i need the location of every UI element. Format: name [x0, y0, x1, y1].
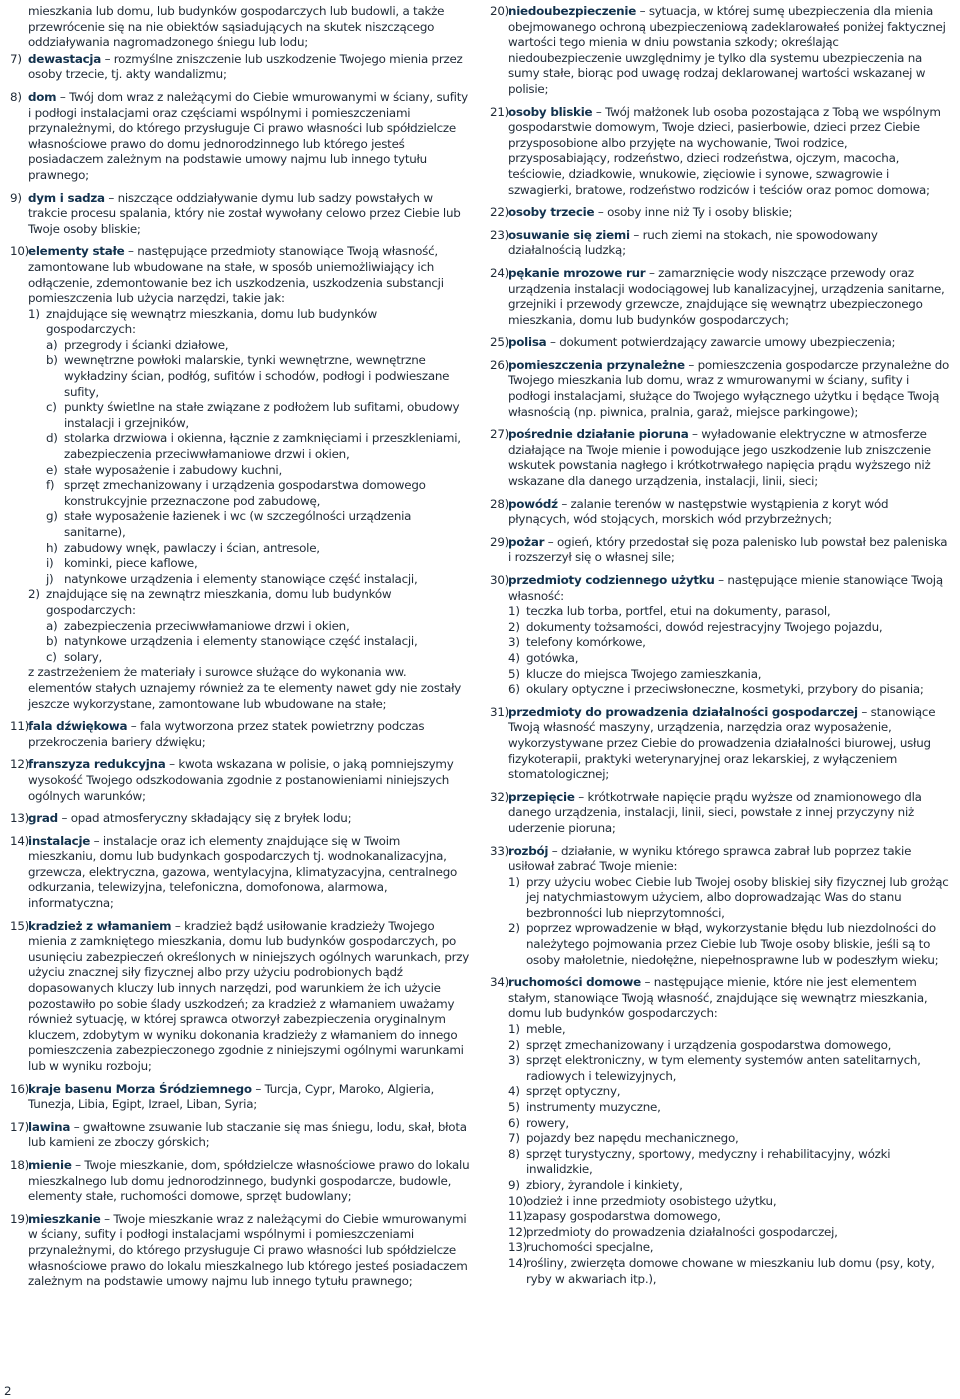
- sublist-text: zbiory, żyrandole i kinkiety,: [526, 1177, 683, 1192]
- letter-item: [46, 650, 470, 666]
- definition-item: [10, 1120, 470, 1151]
- sublist-number: 5): [508, 666, 520, 681]
- letter-item: [46, 509, 470, 540]
- item-number: 18): [10, 1157, 30, 1172]
- letter-text: solary,: [64, 649, 103, 664]
- definition-item: [10, 834, 470, 912]
- dash: –: [644, 975, 651, 990]
- definition-text: ruch ziemi na stokach, nie spowodowany działalnością ludzką;: [508, 227, 878, 258]
- letter-text: natynkowe urządzenia i elementy stanowiące część instalacji,: [64, 634, 418, 649]
- dash: –: [169, 757, 175, 772]
- definition-item: [10, 52, 470, 83]
- letter: c): [46, 649, 57, 664]
- item-number: 34): [490, 975, 510, 990]
- item-number: 12): [10, 757, 30, 772]
- sublist-text: instrumenty muzyczne,: [526, 1100, 661, 1114]
- item-number: 25): [490, 335, 510, 350]
- item-number: 33): [490, 843, 510, 858]
- sublist: [508, 875, 952, 969]
- letter: b): [46, 353, 58, 368]
- definition-text: niszczące oddziaływanie dymu lub sadzy powstałych w trakcie procesu spalania, który nie został wywołany celowo przez Ciebie lub Twoje osoby bliskie;: [28, 190, 461, 236]
- term: dom: [28, 89, 57, 104]
- sublist-item: [508, 667, 952, 683]
- sublist-item: [508, 682, 952, 698]
- term: powódź: [508, 496, 558, 511]
- definition-item-przedmioty-codziennego-uzytku: [490, 573, 952, 698]
- definition-text: rozmyślne zniszczenie lub uszkodzenie Twojego mienia przez osoby trzecie, tj. akty wandalizmu;: [28, 51, 463, 82]
- term: osoby trzecie: [508, 205, 595, 220]
- sublist-item: [508, 620, 952, 636]
- sublist-number: 13): [508, 1240, 528, 1255]
- dash: –: [547, 534, 554, 549]
- definition-text: Twój małżonek lub osoba pozostająca z Tobą we wspólnym gospodarstwie domowym, Twoje dzieci, pasierbowie, dzieci przez Ciebie przysposobione albo przyjęte na wychowanie, Twoi rodzice, przysposabiający, rodzeństwo, dzieci rodzeństwa, ojczym, macocha, teściowie, dziadkowie, wnukowie, zięciowie i synowe, szwagrowie i szwagierki, bratowe, rodzeństwo rodziców i teściów oraz pomoc domowa;: [508, 104, 941, 197]
- sublist-item: [508, 1053, 952, 1084]
- dash: –: [128, 244, 134, 259]
- letter: i): [46, 556, 54, 571]
- item-number: 29): [490, 534, 510, 549]
- letter-text: kominki, piece kaflowe,: [64, 556, 198, 571]
- dash: –: [174, 918, 181, 933]
- letter-item: [46, 463, 470, 479]
- definition-text: kwota wskazana w polisie, o jaką pomniejszymy wysokość Twojego odszkodowania zgodnie z postanowieniami niniejszych ogólnych warunków;: [28, 757, 454, 803]
- term: pękanie mrozowe rur: [508, 265, 646, 280]
- letter-item: [46, 619, 470, 635]
- definition-item: [490, 228, 952, 259]
- definition-text: zamarznięcie wody niszczące przewody oraz urządzenia instalacji wodociągowej lub kanalizacyjnej, urządzenia sanitarne, grzejniki i przewody grzewcze, znajdujące się wewnątrz ubezpieczonego mieszkania, domu lub budynków gospodarczych;: [508, 265, 945, 327]
- sublist-text: klucze do miejsca Twojego zamieszkania,: [526, 666, 762, 681]
- sublist-item: [508, 1131, 952, 1147]
- term: dym i sadza: [28, 190, 105, 205]
- sublist-text: przedmioty do prowadzenia działalności gospodarczej,: [526, 1224, 838, 1239]
- item-number: 22): [490, 205, 510, 220]
- item-number: 23): [490, 227, 510, 242]
- dash: –: [59, 89, 66, 104]
- item-number: 15): [10, 918, 30, 933]
- sublist-number: 2): [508, 619, 520, 634]
- letter-item: [46, 634, 470, 650]
- letter: b): [46, 634, 58, 649]
- sublist-number: 11): [508, 1209, 528, 1224]
- letter-item: [46, 338, 470, 354]
- definition-item: [490, 358, 952, 420]
- letter: a): [46, 337, 58, 352]
- sublist-number: 5): [508, 1100, 520, 1114]
- definition-text: Turcja, Cypr, Maroko, Algieria, Tunezja, Libia, Egipt, Izrael, Liban, Syria;: [28, 1081, 435, 1112]
- letter-text: wewnętrzne powłoki malarskie, tynki wewnętrzne, wewnętrzne wykładziny ścian, podłóg, sufitów i schodów, podłogi i podwieszane sufity,: [64, 353, 450, 399]
- definition-item: [490, 205, 952, 221]
- right-column: [490, 4, 952, 1294]
- dash: –: [551, 843, 558, 858]
- definition-text: następujące mienie stanowiące Twoją własność:: [508, 573, 943, 603]
- definition-text: zalanie terenów w następstwie wystąpienia z koryt wód płynących, wód stojących, morskich wód przybrzeżnych;: [508, 496, 889, 527]
- sublist-item: [508, 1084, 952, 1100]
- letter: a): [46, 618, 58, 633]
- sublist-item: [508, 1022, 952, 1038]
- item-number: 9): [10, 190, 22, 205]
- sublist-number: 6): [508, 682, 520, 697]
- sublist-number: 10): [508, 1193, 528, 1208]
- sublist-text: pojazdy bez napędu mechanicznego,: [526, 1131, 739, 1146]
- item-number: 11): [10, 719, 30, 734]
- letter-item: [46, 541, 470, 557]
- item-number: 19): [10, 1211, 30, 1226]
- letter: d): [46, 431, 58, 446]
- dash: –: [861, 704, 868, 719]
- sublist-item: [508, 1038, 952, 1054]
- sublist-text: sprzęt optyczny,: [526, 1084, 621, 1099]
- dash: –: [61, 811, 68, 826]
- dash: –: [255, 1081, 262, 1096]
- letter-text: przegrody i ścianki działowe,: [64, 337, 229, 352]
- letter-item: [46, 572, 470, 588]
- dash: –: [130, 719, 137, 734]
- letter: e): [46, 462, 58, 477]
- letter: f): [46, 478, 55, 493]
- item-number: 26): [490, 357, 510, 372]
- definition-item: [10, 1158, 470, 1205]
- sublist-number: 14): [508, 1255, 528, 1270]
- definition-item: [490, 427, 952, 489]
- term: lawina: [28, 1119, 71, 1134]
- definition-item-rozboj: [490, 844, 952, 969]
- definition-item: [490, 4, 952, 98]
- sublist-number: 9): [508, 1177, 520, 1192]
- definition-item: [10, 191, 470, 238]
- sublist-item: [508, 1116, 952, 1132]
- definition-text: krótkotrwałe napięcie prądu wyższe od znamionowego dla danego urządzenia, instalacji, linii, sieci, powstałe z innej przyczyny niż uderzenie pioruna;: [508, 789, 922, 835]
- letter-text: punkty świetlne na stałe związane z podłożem lub sufitami, obudowy instalacji i grzejników,: [64, 400, 460, 430]
- tail-text: z zastrzeżeniem że materiały i surowce służące do wykonania ww. elementów stałych uznajemy również za te elementy nawet gdy nie zostały jeszcze wykorzystane, zamontowane lub wbudowane na stałe;: [28, 665, 462, 711]
- item-number: 30): [490, 573, 510, 587]
- letter-text: stolarka drzwiowa i okienna, łącznie z zamknięciami i przeszkleniami, zabezpieczenia przeciwwłamaniowe drzwi i okien,: [64, 431, 461, 462]
- letter-item: [46, 478, 470, 509]
- definition-text: dokument potwierdzający zawarcie umowy ubezpieczenia;: [559, 335, 896, 350]
- letter-item: [46, 431, 470, 462]
- sublist-number: 1): [508, 874, 520, 889]
- sublist-number: 1): [28, 306, 40, 321]
- letter-text: stałe wyposażenie łazienek i wc (w szczególności urządzenia sanitarne),: [64, 509, 412, 539]
- item-number: 16): [10, 1081, 30, 1096]
- letter-item: [46, 400, 470, 431]
- sublist-number: 2): [508, 1037, 520, 1052]
- letter: c): [46, 400, 57, 415]
- letter-list: [46, 619, 470, 666]
- item-number: 24): [490, 265, 510, 280]
- definition-item: [10, 90, 470, 184]
- item-number: 31): [490, 704, 510, 719]
- dash: –: [648, 265, 655, 280]
- sublist-text: sprzęt zmechanizowany i urządzenia gospodarstwa domowego,: [526, 1037, 892, 1052]
- letter-list: [46, 338, 470, 588]
- letter-text: stałe wyposażenie i zabudowy kuchni,: [64, 462, 282, 477]
- definition-text: następujące przedmioty stanowiące Twoją własność, zamontowane lub wbudowane na stałe, w sposób uniemożliwiający ich odłączenie, zdemontowanie bez ich uszkodzenia, uszkodzenia substancji pomieszczenia lub użycia narzędzi, takie jak:: [28, 244, 444, 306]
- sublist-number: 6): [508, 1115, 520, 1130]
- term: pośrednie działanie pioruna: [508, 427, 689, 442]
- term: grad: [28, 811, 58, 826]
- sublist-text: teczka lub torba, portfel, etui na dokumenty, parasol,: [526, 604, 831, 619]
- sublist-item: [508, 1225, 952, 1241]
- left-column: [10, 4, 470, 1297]
- sublist-text: ruchomości specjalne,: [526, 1240, 654, 1255]
- sublist-text: sprzęt turystyczny, sportowy, medyczny i rehabilitacyjny, wózki inwalidzkie,: [526, 1146, 891, 1177]
- dash: –: [639, 4, 646, 18]
- definition-item: [490, 266, 952, 328]
- term: pożar: [508, 534, 545, 549]
- term: przepięcie: [508, 789, 575, 804]
- item-number: 27): [490, 427, 510, 442]
- sublist-number: 4): [508, 650, 520, 665]
- sublist-number: 2): [508, 921, 520, 936]
- sublist-text: sprzęt elektroniczny, w tym elementy systemów anten satelitarnych, radiowych i telewizyjnych,: [526, 1053, 921, 1083]
- definition-text: fala wytworzona przez statek powietrzny podczas przekroczenia bariery dźwięku;: [28, 719, 425, 749]
- term: dewastacja: [28, 51, 102, 66]
- definition-item: [10, 811, 470, 827]
- item-number: 10): [10, 244, 30, 259]
- definition-item-elementy-stale: [10, 244, 470, 712]
- definition-text: Twój dom wraz z należącymi do Ciebie wmurowanymi w ściany, sufity i podłogi instalacjami oraz częściami wspólnymi i pomieszczeniami przynależnymi, do którego przysługuje Ci prawo własności lub spółdzielcze własnościowe prawo do domu jednorodzinnego lub którego jesteś posiadaczem zależnym na podstawie umowy najmu lub innego tytułu prawnego;: [28, 89, 468, 182]
- term: kraje basenu Morza Śródziemnego: [28, 1081, 252, 1096]
- definition-text: sytuacja, w której sumę ubezpieczenia dla mienia obejmowanego ochroną ubezpieczeniową zadeklarowałeś poniżej faktycznej wartości tego mienia w dniu powstania szkody; określając niedoubezpieczenie uwzględnimy je tylko dla systemu ubezpieczenia na sumy stałe, biorąc pod uwagę rodzaj deklarowanej wartości wskazanej w polisie;: [508, 4, 946, 96]
- sublist: [508, 1022, 952, 1287]
- sublist-item: [508, 651, 952, 667]
- dash: –: [595, 104, 602, 119]
- item-number: 20): [490, 4, 510, 18]
- sublist-item: [508, 875, 952, 922]
- sublist-text: poprzez wprowadzenie w błąd, wykorzystanie błędu lub niezdolności do należytego pojmowania przez Ciebie lub Twoje osoby bliskie, jeśli są to osoby małoletnie, niedołężne, niepełnosprawne lub w podeszłym wieku;: [526, 921, 939, 967]
- definition-text: opad atmosferyczny składający się z bryłek lodu;: [70, 811, 352, 826]
- definition-text: Twoje mieszkanie, dom, spółdzielcze własnościowe prawo do lokalu mieszkalnego lub domu jednorodzinnego, budynki gospodarcze, budowle, elementy stałe, ruchomości domowe, sprzęt budowlany;: [28, 1157, 470, 1204]
- sublist-item: [508, 635, 952, 651]
- dash: –: [104, 1211, 110, 1226]
- term: fala dźwiękowa: [28, 719, 128, 734]
- sublist-group: [28, 587, 470, 618]
- term: polisa: [508, 335, 547, 350]
- letter-item: [46, 353, 470, 400]
- sublist-item: [508, 1147, 952, 1178]
- term: pomieszczenia przynależne: [508, 357, 685, 372]
- term: rozbój: [508, 843, 549, 858]
- definition-text: działanie, w wyniku którego sprawca zabrał lub poprzez takie usiłował zabrać Twoje mienie:: [508, 843, 912, 874]
- letter-text: natynkowe urządzenia i elementy stanowiące część instalacji,: [64, 571, 418, 586]
- term: przedmioty do prowadzenia działalności gospodarczej: [508, 704, 858, 719]
- definition-item: [490, 105, 952, 199]
- definition-item: [490, 335, 952, 351]
- definition-text: Twoje mieszkanie wraz z należącymi do Ciebie wmurowanymi w ściany, sufity i podłogi instalacjami wspólnymi i pomieszczeniami przynależnymi, do którego przysługuje Ci prawo własności lub spółdzielcze własnościowe prawo do lokalu mieszkalnego lub którego jesteś posiadaczem zależnym na podstawie umowy najmu lub innego tytułu prawnego;: [28, 1211, 468, 1289]
- term: osoby bliskie: [508, 104, 593, 119]
- item-number: 32): [490, 789, 510, 804]
- sublist-item: [508, 1209, 952, 1225]
- dash: –: [73, 1119, 80, 1134]
- sublist-text: przy użyciu wobec Ciebie lub Twojej osoby bliskiej siły fizycznej lub grożąc jej natychmiastowym użyciem, albo doprowadzając Was do stanu bezbronności lub nieprzytomności,: [526, 874, 949, 920]
- sublist: [508, 604, 952, 698]
- dash: –: [578, 789, 584, 804]
- item-number: 8): [10, 89, 22, 104]
- term: osuwanie się ziemi: [508, 227, 630, 242]
- dash: –: [104, 51, 111, 66]
- definition-text: pomieszczenia gospodarcze przynależne do Twojego mieszkania lub domu, wraz z wmurowanymi w ściany, sufity i podłogi instalacjami, służące do Twojego wyłącznego użytku i będące Twoją własnością (np. piwnica, pralnia, garaż, miejsce parkingowe);: [508, 357, 950, 419]
- definition-text: ogień, który przedostał się poza palenisko lub powstał bez paleniska i rozszerzył się o własnej sile;: [508, 534, 948, 565]
- sublist-text: odzież i inne przedmioty osobistego użytku,: [526, 1193, 777, 1208]
- intro-paragraph: mieszkania lub domu, lub budynków gospodarczych lub budowli, a także przewrócenie się na nie obiektów sąsiadujących na skutek niszczącego oddziaływania nagromadzonego śniegu lub lodu;: [28, 4, 445, 50]
- letter: j): [46, 571, 54, 586]
- term: kradzież z włamaniem: [28, 918, 172, 933]
- dash: –: [75, 1157, 81, 1172]
- dash: –: [561, 496, 568, 511]
- sublist-number: 12): [508, 1224, 528, 1239]
- sublist-number: 3): [508, 1053, 520, 1068]
- definition-item-ruchomosci-domowe: [490, 975, 952, 1287]
- sublist-number: 7): [508, 1131, 520, 1146]
- definition-text: osoby inne niż Ty i osoby bliskie;: [607, 205, 793, 220]
- term: niedoubezpieczenie: [508, 4, 637, 18]
- definition-item: [490, 705, 952, 783]
- item-number: 21): [490, 104, 510, 119]
- letter-item: [46, 556, 470, 572]
- sublist-text: rowery,: [526, 1115, 569, 1130]
- letter-text: zabezpieczenia przeciwwłamaniowe drzwi i okien,: [64, 618, 350, 633]
- dash: –: [108, 190, 115, 205]
- letter: g): [46, 509, 58, 524]
- sublist-text: telefony komórkowe,: [526, 635, 646, 650]
- definition-text: gwałtowne zsuwanie lub staczanie się mas śniegu, lodu, skał, błota lub kamieni ze zboczy górskich;: [28, 1119, 467, 1150]
- letter: h): [46, 540, 58, 555]
- definition-item: [10, 919, 470, 1075]
- letter-text: zabudowy wnęk, pawlaczy i ścian, antresole,: [64, 540, 320, 555]
- term: mieszkanie: [28, 1211, 101, 1226]
- item-number: 28): [490, 496, 510, 511]
- sublist-item: [508, 604, 952, 620]
- sublist-text: rośliny, zwierzęta domowe chowane w mieszkaniu lub domu (psy, koty, ryby w akwariach itp.),: [526, 1255, 935, 1286]
- sublist-item: [508, 1178, 952, 1194]
- dash: –: [633, 227, 640, 242]
- sublist-text: znajdujące się wewnątrz mieszkania, domu lub budynków gospodarczych:: [46, 306, 378, 337]
- definition-item: [10, 1082, 470, 1113]
- definition-text: następujące mienie, które nie jest elementem stałym, stanowiące Twoją własność, znajdujące się wewnątrz mieszkania, domu lub budynków gospodarczych:: [508, 975, 928, 1021]
- definition-item: [10, 757, 470, 804]
- dash: –: [718, 573, 724, 587]
- sublist-number: 1): [508, 1022, 520, 1037]
- sublist-number: 1): [508, 604, 520, 619]
- sublist-text: gotówka,: [526, 650, 579, 665]
- dash: –: [688, 357, 695, 372]
- sublist-text: okulary optyczne i przeciwsłoneczne, kosmetyki, przybory do pisania;: [526, 682, 924, 697]
- term: instalacje: [28, 833, 91, 848]
- sublist-text: zapasy gospodarstwa domowego,: [526, 1209, 721, 1224]
- term: elementy stałe: [28, 244, 125, 259]
- definition-text: instalacje oraz ich elementy znajdujące się w Twoim mieszkaniu, domu lub budynkach gospodarczych tj. wodnokanalizacyjna, grzewcza, elektryczna, gazowa, wentylacyjna, klimatyzacyjna, centralnego odkurzania, telewizyjna, telefoniczna, domofonowa, alarmowa, informatyczna;: [28, 833, 458, 911]
- sublist-number: 2): [28, 587, 40, 602]
- term: mienie: [28, 1157, 72, 1172]
- definition-item: [490, 535, 952, 566]
- sublist-item: [508, 1240, 952, 1256]
- sublist-text: znajdujące się na zewnątrz mieszkania, domu lub budynków gospodarczych:: [46, 587, 392, 617]
- definition-item: [490, 790, 952, 837]
- term: przedmioty codziennego użytku: [508, 573, 715, 587]
- sublist-number: 8): [508, 1146, 520, 1161]
- item-number: 7): [10, 51, 22, 66]
- page-number: 2: [4, 1384, 12, 1398]
- definition-item: [10, 1212, 470, 1290]
- dash: –: [549, 335, 556, 350]
- letter-text: sprzęt zmechanizowany i urządzenia gospodarstwa domowego konstrukcyjnie przeznaczone pod zabudowę,: [64, 478, 426, 508]
- definition-text: stanowiące Twoją własność maszyny, urządzenia, narzędzia oraz wyposażenie, wykorzystywane przez Ciebie do prowadzenia działalności biurowej, usług fizykoterapii, praktyki weterynaryjnej oraz lekarskiej, z wyłączeniem stomatologicznej;: [508, 704, 936, 782]
- sublist-item: [508, 921, 952, 968]
- dash: –: [597, 205, 604, 220]
- sublist-item: [508, 1194, 952, 1210]
- term: ruchomości domowe: [508, 975, 641, 990]
- definition-text: wyładowanie elektryczne w atmosferze działające na Twoje mienie i powodujące jego uszkodzenie lub zniszczenie wskutek powstania nagłego i krótkotrwałego napięcia prądu wyższego niż wskazane dla danego urządzenia, instalacji, linii, sieci;: [508, 427, 931, 489]
- item-number: 17): [10, 1119, 30, 1134]
- term: franszyza redukcyjna: [28, 757, 166, 772]
- definition-item: [490, 497, 952, 528]
- sublist-item: [508, 1256, 952, 1287]
- sublist-item: [508, 1100, 952, 1116]
- dash: –: [93, 833, 100, 848]
- sublist-group: [28, 307, 470, 338]
- item-number: 13): [10, 811, 30, 826]
- definition-item: [10, 719, 470, 750]
- item-number: 14): [10, 833, 30, 848]
- sublist-text: meble,: [526, 1022, 566, 1037]
- sublist-number: 4): [508, 1084, 520, 1099]
- sublist-number: 3): [508, 635, 520, 650]
- dash: –: [692, 427, 698, 442]
- definition-text: kradzież bądź usiłowanie kradzieży Twojego mienia z zamkniętego mieszkania, domu lub budynków gospodarczych, po usunięciu zabezpieczeń określonych w niniejszych ogólnych warunkach, przy użyciu znacznej siły fizycznej albo przy użyciu podrobionych bądź dopasowanych kluczy lub innych narzędzi, pod warunkiem że ich użycie pozostawiło po sobie ślady uszkodzeń; za kradzież z włamaniem uważamy również sytuację, w której sprawca otworzył zabezpieczenia oryginalnym kluczem, zdobytym w wyniku dokonania kradzieży z włamaniem do innego pomieszczenia zabezpieczonego zgodnie z niniejszymi ogólnymi warunkami lub w wyniku rozboju;: [28, 918, 470, 1073]
- sublist-text: dokumenty tożsamości, dowód rejestracyjny Twojego pojazdu,: [526, 619, 883, 634]
